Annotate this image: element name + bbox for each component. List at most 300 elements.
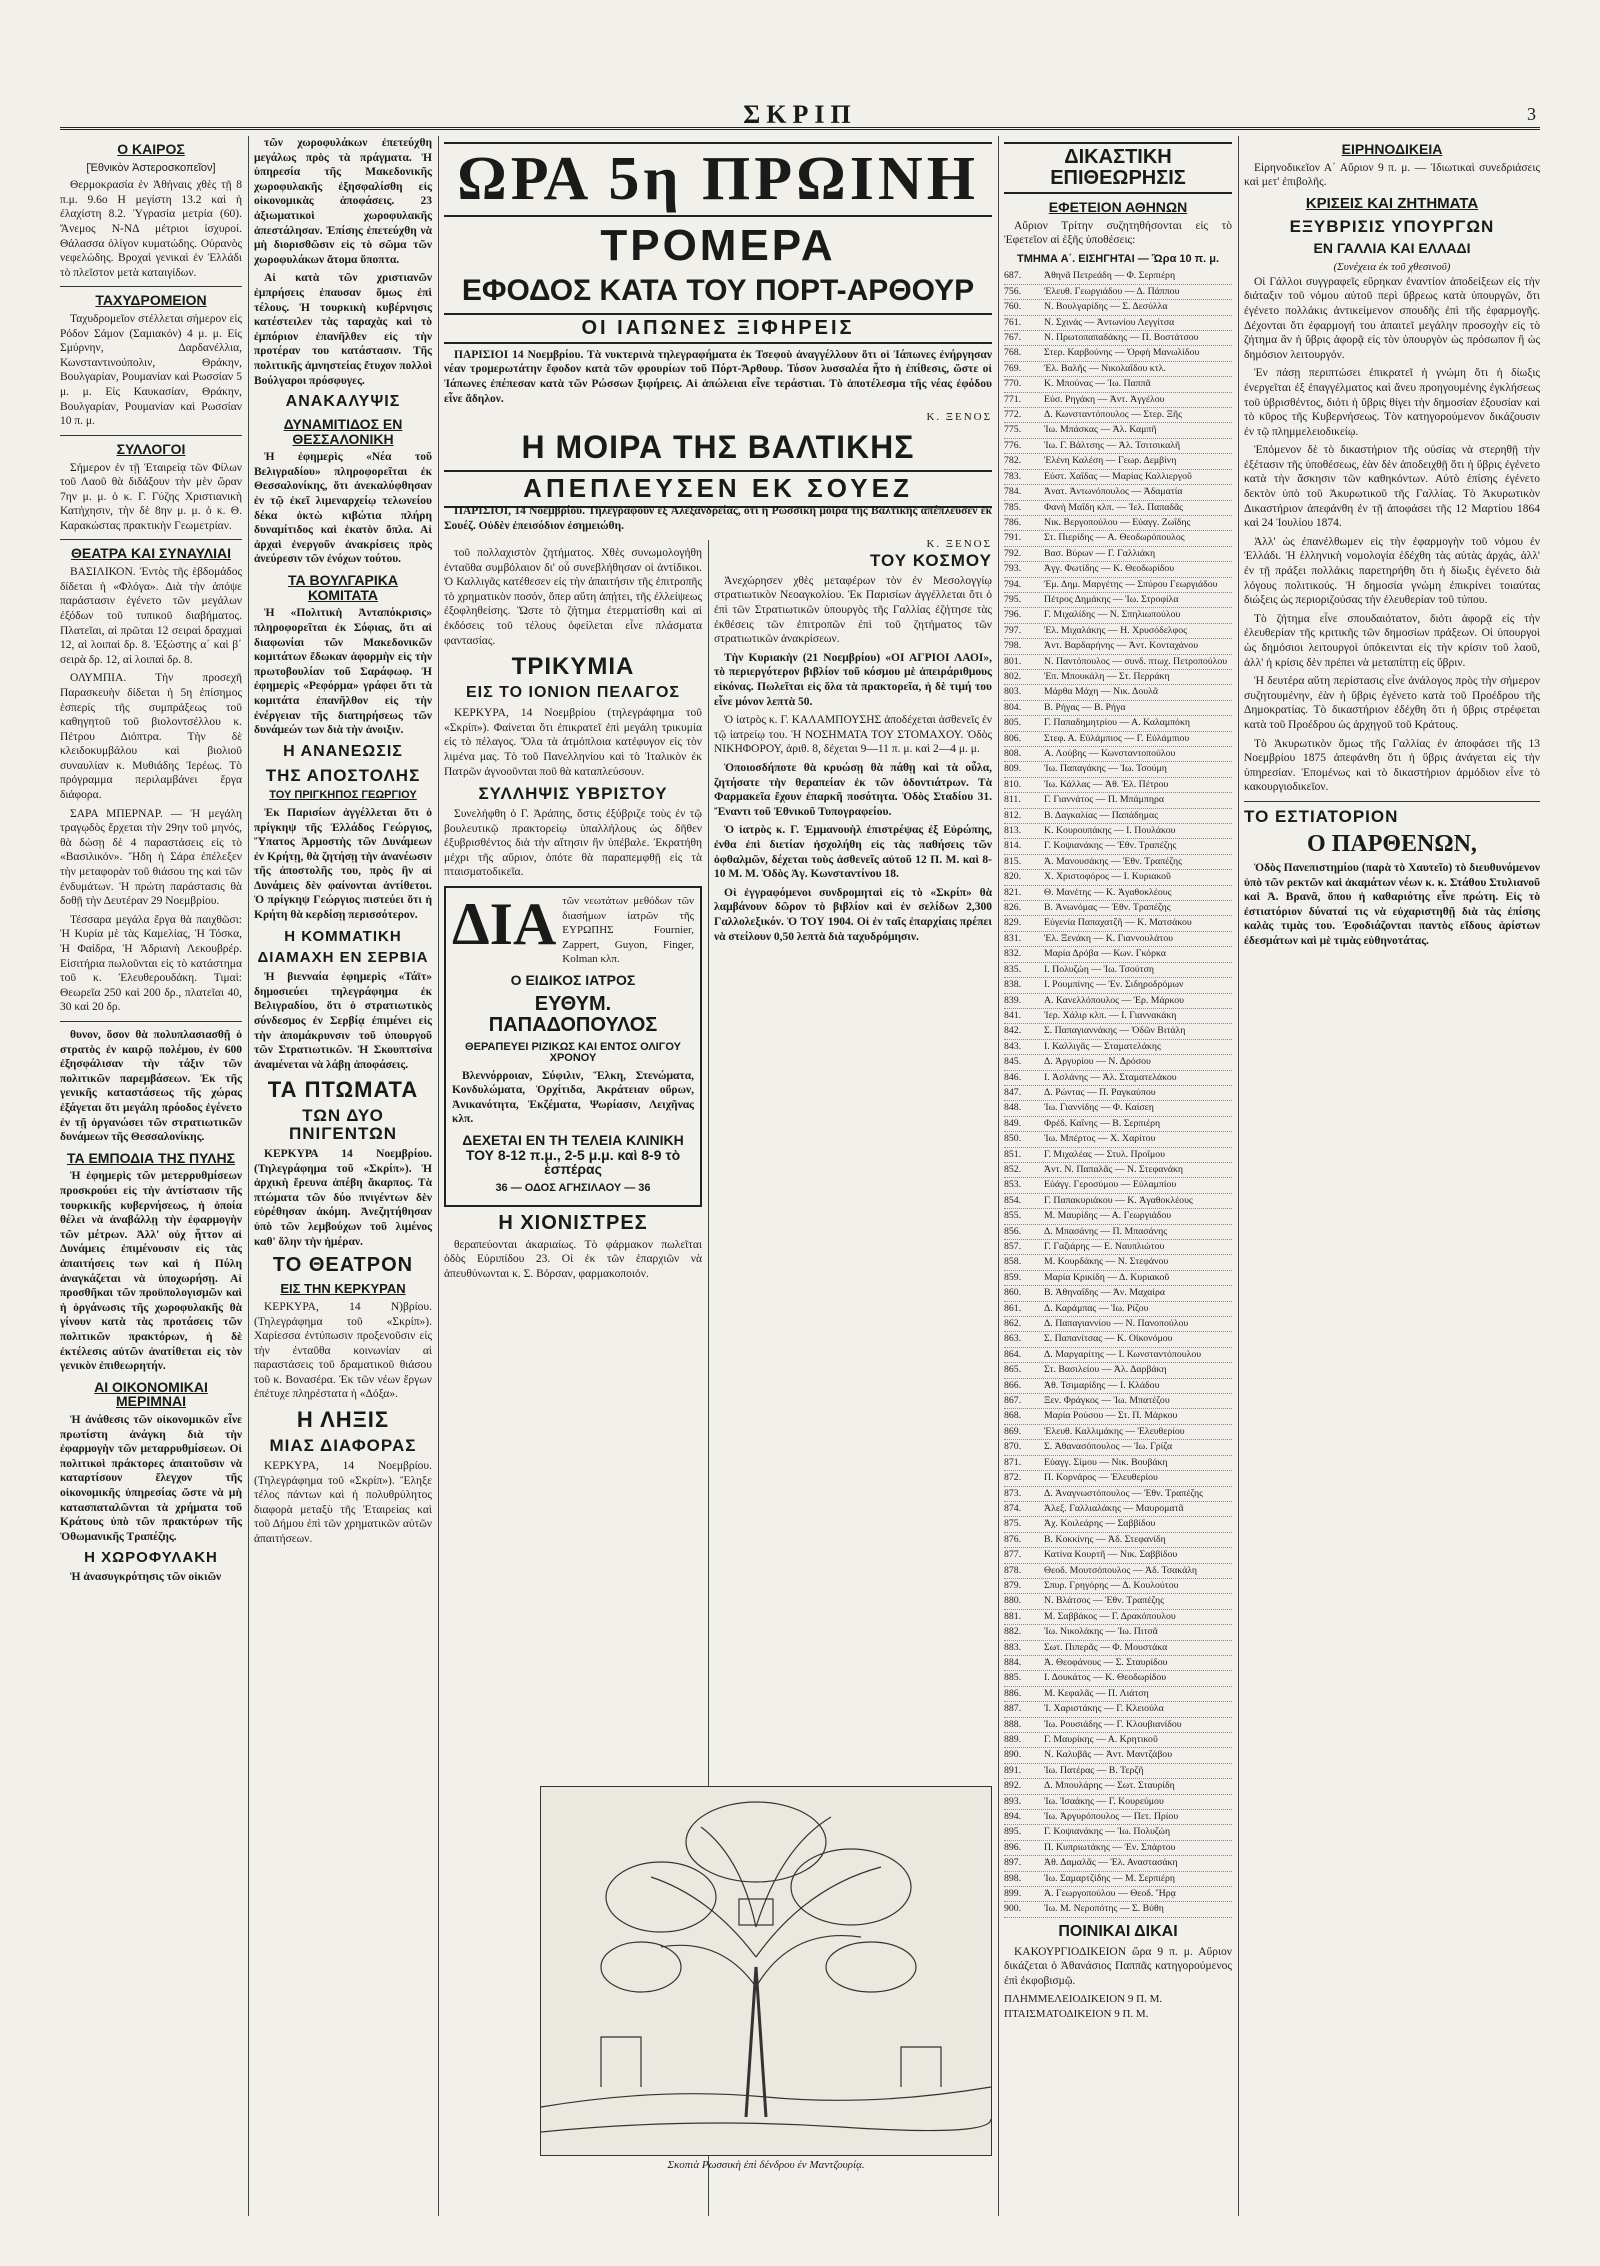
case-parties: Ἀθηνᾶ Πετρεάδη — Φ. Σερπιέρη xyxy=(1044,270,1176,282)
article-text: Ἀλλ' ὡς ἐπανέλθωμεν εἰς τὴν ἐφαρμογὴν τοῦ νόμου ἐν Ἑλλάδι. Ἡ ἑλληνικὴ νομολογία ἐδέχθη τὰς αὐτὰς ἀρχάς, ἀλλ' ἐν τῇ πράξει πολλάκις παρετηρήθη ὅτι ἡ δίωξις ἐγένετο διὰ λόγους πολιτικούς. Ἡ δημοσία γνώμη ἐπικρίνει τοιαύτας διώξεις ὡς περιοριζούσας τὴν ἐλευθερίαν τοῦ τύπου. xyxy=(1244,535,1540,607)
case-row xyxy=(1004,1748,1232,1763)
case-parties: Ἰω. Κάλλας — Ἀθ. Ἐλ. Πέτρου xyxy=(1044,778,1169,790)
case-parties: Δ. Καράμπας — Ἰω. Ρίζου xyxy=(1044,1302,1149,1314)
case-number: 851. xyxy=(1004,1148,1022,1160)
section-heading: ΤΑ ΠΤΩΜΑΤΑ xyxy=(267,1077,419,1103)
case-number: 894. xyxy=(1004,1811,1022,1823)
case-number: 882. xyxy=(1004,1626,1022,1638)
article-text: τῶν χωροφυλάκων ἐπετεύχθη μεγάλως πρὸς τὰ πράγματα. Ἡ ὑπηρεσία τῆς Μακεδονικῆς χωροφυλακῆς ἐξησφαλίσθη εἰς οἰκονομικὰς ἀποφάσεις. 23 ἀξιωματικοὶ χωροφυλακῆς ἀπεστάλησαν. Ἐπίσης ἐπετεύχθη νὰ μὴ διορισθῶσιν εἰς τὸ σῶμα τῶν χωροφυλάκων ἄτομα ὕποπτα. xyxy=(254,137,432,266)
case-number: 846. xyxy=(1004,1071,1022,1083)
case-row xyxy=(1004,809,1232,824)
case-number: 791. xyxy=(1004,532,1022,544)
case-parties: Σ. Παπανίτσας — Κ. Οἰκονόμου xyxy=(1044,1333,1173,1345)
case-row xyxy=(1004,901,1232,916)
section-subheading: [Ἐθνικὸν Ἀστεροσκοπεῖον] xyxy=(86,161,216,174)
article-text: Οἱ Γάλλοι συγγραφεῖς εὕρηκαν ἐναντίον ἀποδείξεων εἰς τὴν διάταξιν τοῦ νόμου αὐτοῦ περὶ ὕβρεως κατὰ ὑπουργῶν, ὅτι ἐγένετο πολλάκις ἀντικείμενον σπουδῆς ἐπὶ τῆς ἐφαρμογῆς. Δέχονται ὅτι ἐφαρμογή του ἀπαιτεῖ μεγάλην προσοχὴν εἰς τὸ ζήτημα ἂν ἡ ὕβρις ἀφορᾷ εἰς τὸν ὑπουργὸν ὡς πρόσωπον ἢ ὡς δημόσιον λειτουργόν. xyxy=(1244,275,1540,361)
case-parties: Ν. Βουλγαρίδης — Σ. Δεσύλλα xyxy=(1044,301,1168,313)
article-text: ΚΑΚΟΥΡΓΙΟΔΙΚΕΙΟΝ ὥρα 9 π. μ. Αὔριον δικάζεται ὁ Ἀθανάσιος Παππᾶς κατηγορούμενος ἐπὶ ἐκφοβισμῷ. xyxy=(1004,1945,1232,1987)
case-number: 786. xyxy=(1004,516,1022,528)
case-parties: Στ. Πιερίδης — Α. Θεοδωρόπουλος xyxy=(1044,532,1185,544)
case-row xyxy=(1004,778,1232,793)
moira-story xyxy=(444,504,992,551)
case-parties: Δ. Ρώντας — Π. Ραγκαύπου xyxy=(1044,1086,1156,1098)
dia-text: τῶν νεωτάτων μεθόδων τῶν διασήμων ἰατρῶν τῆς ΕΥΡΩΠΗΣ Fournier, Zappert, Guyon, Finger, Kolman κλπ. xyxy=(562,894,694,966)
illustration-block xyxy=(540,1780,992,2216)
case-number: 900. xyxy=(1004,1903,1022,1915)
case-parties: Ἰω. Γ. Βάλτσης — Ἀλ. Τσιτσικαλῆ xyxy=(1044,439,1181,451)
article-text: Ὁδὸς Πανεπιστημίου (παρὰ τὸ Χαυτεῖο) τὸ διευθυνόμενον ὑπὸ τῶν ρεκτῶν καὶ ἀκαμάτων νέων κ. κ. Στάθου Στυλιανοῦ καὶ Ἀ. Βρανᾶ, ὅπου ἡ καθαριότης εἶνε πρώτη. Εἰς τὸ ἐστιατόριον δύναταί τις νὰ εὐχαριστηθῇ διὰ τὰς ἐπίσης καλὰς τιμὰς του. Ἐφοδιάζονται παντὸς εἴδους ἀρίστων ἐδεσμάτων καὶ μὲ τιμὰς εὐθηνοτάτας. xyxy=(1244,861,1540,947)
tree-lookout-drawing xyxy=(541,1787,991,2155)
case-number: 884. xyxy=(1004,1656,1022,1668)
case-number: 880. xyxy=(1004,1595,1022,1607)
article-text: Ἡ ἐφημερὶς τῶν μετερρυθμίσεων προσκρούει εἰς τὴν ἀντίστασιν τῆς τουρκικῆς κυβερνήσεως, ἡ ὁποία θέλει νὰ ἀναβάλλῃ τὴν ἐφαρμογὴν τῶν μέτρων. Ἀλλ' οὐχ ἧττον αἱ Δυνάμεις ἐπιμένουσιν εἰς τὰς ἀπαιτήσεις των καὶ ἡ Πύλη ἀναγκάζεται νὰ ὑποχωρήσῃ. Αἱ προσθῆκαι τῶν προϋπολογισμῶν καὶ ἡ ὀργάνωσις τῆς χωροφυλακῆς θὰ γίνουν κατὰ τὰς προτάσεις τῶν πολιτικῶν πρακτόρων, ἡ δὲ ἐκτέλεσις αὐτῶν ἀνατίθεται εἰς τὸν γενικὸν ἐπιθεωρητήν. xyxy=(60,1170,242,1373)
case-number: 808. xyxy=(1004,748,1022,760)
article-text: ΠΑΡΙΣΙΟΙ 14 Νοεμβρίου. Τὰ νυκτερινὰ τηλεγραφήματα ἐκ Τσεφοὺ ἀναγγέλλουν ὅτι οἱ Ἰάπωνες ἐνήργησαν νέαν τρομερωτάτην ἔφοδον κατὰ τῶν φρουρίων τοῦ Πόρτ-Ἄρθουρ. Τόσον λυσσαλέα ἦτο ἡ ἐπίθεσις, ὥστε οἱ Ἰάπωνες ἐπέπεσαν κατὰ τῶν Ρώσσων ξιφήρεις. Αἱ ἀπώλειαι εἶνε τεράστιαι. Τὸ ἀποτέλεσμα τῆς νέας ἐφόδου εἶνε ἄδηλον. xyxy=(444,348,992,405)
case-row xyxy=(1004,377,1232,392)
case-row xyxy=(1004,839,1232,854)
case-parties: Ι. Καλλιγᾶς — Σταματελάκης xyxy=(1044,1040,1161,1052)
case-parties: Ἀχ. Κοιλεάρης — Σαββίδου xyxy=(1044,1518,1156,1530)
headline-hour: ΩΡΑ 5η ΠΡΩΙΝΗ xyxy=(444,142,992,217)
section-heading: ΤΟ ΘΕΑΤΡΟΝ xyxy=(272,1254,414,1277)
article-text: Ἐκ Παρισίων ἀγγέλλεται ὅτι ὁ πρίγκηψ τῆς Ἑλλάδος Γεώργιος, Ὕπατος Ἁρμοστὴς τῶν Δυνάμεων ἐν Κρήτῃ, θὰ ζητήσῃ τὴν ἀνανέωσιν τῆς ἀποστολῆς του, πρὸς ἣν αἱ Δυνάμεις δὲν φαίνονται ἀντίθετοι. Ὁ πρίγκηψ Γεώργιος πιστεύει ὅτι ἡ Κρήτη θὰ κερδίσῃ περισσότερον. xyxy=(254,806,432,922)
case-parties: Ἐμ. Δημ. Μαργέτης — Σπύρου Γεωργιάδου xyxy=(1044,578,1218,590)
case-number: 687. xyxy=(1004,270,1022,282)
case-number: 879. xyxy=(1004,1579,1022,1591)
section-heading: ΠΟΙΝΙΚΑΙ ΔΙΚΑΙ xyxy=(1058,1922,1178,1940)
article-text: Θερμοκρασία ἐν Ἀθήναις χθὲς τῇ 8 π.μ. 9.6ο Η μεγίστη 13.2 καὶ ἡ ἐλαχίστη 8.2. Ὑγρασία μετρία (60). Ἄνεμος Ν-ΝΔ μέτριοι ἰσχυροί. Θάλασσα ὀλίγον κυματώδης. Οὐρανὸς νεφελώδης. Βροχαὶ γενικαὶ ἐν Ἑλλάδι τὸ πλεῖστον μετὰ καταιγίδων. xyxy=(60,179,242,279)
case-row xyxy=(1004,439,1232,454)
case-parties: Γ. Μαυρίκης — Α. Κρητικοῦ xyxy=(1044,1734,1158,1746)
article-text: ΚΕΡΚΥΡΑ, 14 Ν)βρίου. (Τηλεγράφημα τοῦ «Σκρίπ»). Χαρίεσσα ἐντύπωσιν προξενοῦσιν εἰς τὴν ἐνταῦθα κοινωνίαν αἱ παραστάσεις τοῦ δραματικοῦ θιάσου τοῦ κ. Βονασέρα. Ἐκ τῶν νέων ἔργων ἐπέτυχε πληρέστατα ἡ «Δόξα». xyxy=(254,1300,432,1401)
case-parties: Δ. Μαργαρίτης — Ι. Κωνσταντόπουλου xyxy=(1044,1348,1202,1360)
case-row xyxy=(1004,762,1232,777)
doctor-hours: ΔΕΧΕΤΑΙ ΕΝ ΤΗ ΤΕΛΕΙΑ ΚΛΙΝΙΚΗ ΤΟΥ 8-12 π.μ., 2-5 μ.μ. καὶ 8-9 τὸ ἑσπέρας xyxy=(462,1132,684,1178)
case-row xyxy=(1004,516,1232,531)
case-number: 798. xyxy=(1004,640,1022,652)
case-row xyxy=(1004,747,1232,762)
case-row xyxy=(1004,1533,1232,1548)
case-parties: Μαρία Δρόβα — Κων. Γκόρκα xyxy=(1044,948,1166,960)
article-text: Συνελήφθη ὁ Γ. Ἀράπης, ὅστις ἐξύβριζε τοὺς ἐν τῷ βουλευτικῷ πρακτορείῳ ὑπαλλήλους ὡς δῆθεν ἐξυβρισθέντος διὰ τὴν αἴτησιν ἣν ὑπέβαλε. Ἐκρατήθη μέχρι τῆς αὔριον, ὁπότε θὰ παραπεμφθῇ εἰς τὰ πταισματοδικεῖα. xyxy=(444,807,702,879)
case-row xyxy=(1004,1317,1232,1332)
case-number: 809. xyxy=(1004,763,1022,775)
case-parties: Μάρθα Μάχη — Νικ. Δουλᾶ xyxy=(1044,686,1158,698)
case-number: 784. xyxy=(1004,486,1022,498)
case-number: 865. xyxy=(1004,1364,1022,1376)
case-parties: Δ. Κωνσταντόπουλος — Στερ. Ξῆς xyxy=(1044,409,1182,421)
case-row xyxy=(1004,886,1232,901)
case-row xyxy=(1004,1363,1232,1378)
case-number: 873. xyxy=(1004,1487,1022,1499)
case-number: 892. xyxy=(1004,1780,1022,1792)
case-number: 852. xyxy=(1004,1163,1022,1175)
section-heading: ΤΟΥ ΚΟΣΜΟΥ xyxy=(869,551,992,570)
case-number: 849. xyxy=(1004,1117,1022,1129)
case-row xyxy=(1004,1625,1232,1640)
case-parties: Μ. Μαυρίδης — Α. Γεωργιάδου xyxy=(1044,1210,1172,1222)
newspaper-name: ΣΚΡΙΠ xyxy=(743,100,857,129)
case-row xyxy=(1004,994,1232,1009)
case-row xyxy=(1004,639,1232,654)
column-rule xyxy=(248,136,249,2216)
case-number: 896. xyxy=(1004,1841,1022,1853)
case-parties: Γ. Μιχαλέας — Στυλ. Προΐμου xyxy=(1044,1148,1166,1160)
case-row xyxy=(1004,670,1232,685)
article-text: Ὁ ἰατρὸς κ. Γ. Ἐμμανουὴλ ἐπιστρέψας ἐξ Εὐρώπης, ἐνθα ἐπὶ διετίαν ἠσχολήθη εἰς τὰς παθήσεις τῶν ὀφθαλμῶν, δέχεται τοὺς ἀσθενεῖς αὐτοῦ 12 Π. Μ. καὶ 8-10 Μ. Μ. Ὁδὸς Ἁγ. Κωνσταντίνου 18. xyxy=(714,824,992,881)
case-row xyxy=(1004,1456,1232,1471)
case-parties: Πέτρος Δημάκης — Ἰω. Στροφίλα xyxy=(1044,593,1179,605)
case-row xyxy=(1004,1348,1232,1363)
headline-tromera: ΤΡΟΜΕΡΑ xyxy=(600,221,836,271)
case-parties: Ἰω. Ρουσιάδης — Γ. Κλουβιανίδου xyxy=(1044,1718,1182,1730)
section-heading: ΕΙΡΗΝΟΔΙΚΕΙΑ xyxy=(1341,141,1443,157)
section-subheading: ΤΩΝ ΔΥΟ ΠΝΙΓΕΝΤΩΝ xyxy=(288,1106,398,1144)
case-row xyxy=(1004,1687,1232,1702)
case-parties: Ἀντ. Ν. Παπαλᾶς — Ν. Στεφανάκη xyxy=(1044,1163,1184,1175)
case-row xyxy=(1004,963,1232,978)
case-parties: Ξεν. Φράγκος — Ἰω. Μπατέζου xyxy=(1044,1395,1170,1407)
case-row xyxy=(1004,346,1232,361)
signature: Κ. ΞΕΝΟΣ xyxy=(926,411,992,424)
case-number: 887. xyxy=(1004,1703,1022,1715)
divider xyxy=(1244,801,1540,802)
case-number: 856. xyxy=(1004,1225,1022,1237)
section-heading: ΣΥΛΛΗΨΙΣ ΥΒΡΙΣΤΟΥ xyxy=(478,784,668,804)
case-parties: Α. Λούβης — Κωνσταντοπούλου xyxy=(1044,748,1176,760)
case-parties: Ἀγγ. Φωτίδης — Κ. Θεοδωρίδου xyxy=(1044,563,1175,575)
case-number: 890. xyxy=(1004,1749,1022,1761)
case-number: 876. xyxy=(1004,1533,1022,1545)
case-number: 775. xyxy=(1004,424,1022,436)
article-text: Ὁ ἰατρὸς κ. Γ. ΚΑΛΑΜΠΟΥΣΗΣ ἀποδέχεται ἀσθενεῖς ἐν τῷ ἰατρείῳ του. Ἡ ΝΟΣΗΜΑΤΑ ΤΟΥ ΣΤΟΜΑΧΟΥ. Ὁδὸς ΝΙΚΗΦΟΡΟΥ, ἀριθ. 8, δέχεται 9—11 π. μ. καὶ 2—4 μ. μ. xyxy=(714,714,992,756)
case-row xyxy=(1004,932,1232,947)
case-parties: Θεοδ. Μουτσόπουλος — Ἀδ. Τσακάλη xyxy=(1044,1564,1198,1576)
case-row xyxy=(1004,1194,1232,1209)
case-parties: Ἑλένη Καλέση — Γεωρ. Δεμβίνη xyxy=(1044,455,1177,467)
divider xyxy=(60,539,242,540)
column-3b xyxy=(714,546,992,1776)
case-row xyxy=(1004,408,1232,423)
case-number: 835. xyxy=(1004,963,1022,975)
case-number: 848. xyxy=(1004,1102,1022,1114)
doctor-text: Βλεννόρροιαν, Σύφιλιν, Ἕλκη, Στενώματα, Κονδυλώματα, Ὀρχίτιδα, Ἀκράτειαν οὔρων, Ἀνικανότητα, Ἐκζέματα, Ψωρίασιν, Λειχῆνας κλπ. xyxy=(452,1069,694,1126)
case-number: 768. xyxy=(1004,347,1022,359)
case-number: 772. xyxy=(1004,409,1022,421)
case-row xyxy=(1004,1086,1232,1101)
case-row xyxy=(1004,285,1232,300)
court-label: ΠΤΑΙΣΜΑΤΟΔΙΚΕΙΟΝ 9 Π. Μ. xyxy=(1004,2008,1149,2021)
case-row xyxy=(1004,454,1232,469)
case-parties: Π. Κορνάρος — Ἐλευθερίου xyxy=(1044,1472,1158,1484)
case-row xyxy=(1004,1810,1232,1825)
case-number: 854. xyxy=(1004,1194,1022,1206)
case-parties: Στερ. Καρβούνης — Ὀρφὴ Μανωλίδου xyxy=(1044,347,1200,359)
case-parties: Δ. Μπασάνης — Π. Μπασάνης xyxy=(1044,1225,1168,1237)
article-text: Ἡ ἐφημερὶς «Νέα τοῦ Βελιγραδίου» πληροφορεῖται ἐκ Θεσσαλονίκης, ὅτι ἀνεκαλύφθησαν ἐν τῷ ἐκεῖ λιμεναρχείῳ τελωνείου δέκα ὀκτὼ κιβώτια πλήρη δυναμίτιδος καὶ ἑκατὸν ὅπλα. Αἱ ἀρχαὶ ἐνεργοῦν ἀνακρίσεις πρὸς ἀνεύρεσιν τῶν ἐνόχων τούτου. xyxy=(254,451,432,566)
case-parties: Ἐλ. Βαλῆς — Νικολαΐδου κτλ. xyxy=(1044,362,1166,374)
section-heading: ΤΑ ΒΟΥΛΓΑΡΙΚΑ ΚΟΜΙΤΑΤΑ xyxy=(288,572,398,603)
case-parties: Ἀντ. Βαρδαρήνης — Ἀντ. Κονταχάνου xyxy=(1044,640,1199,652)
article-text: Τὸ Ἀκυρωτικὸν ὅμως τῆς Γαλλίας ἐν ἀποφάσει τῆς 13 Νοεμβρίου 1875 ἀπεφάνθη ὅτι ἡ ὕβρις ἀνάγεται εἰς τὴν ὑπηρεσίαν. Ἑπομένως καὶ τὸ δικαστήριον ἀρμόδιον εἶνε τὸ κακουργιοδικεῖον. xyxy=(1244,737,1540,794)
case-number: 878. xyxy=(1004,1564,1022,1576)
case-number: 866. xyxy=(1004,1379,1022,1391)
case-parties: Σ. Παπαγιαννάκης — Ὁδῶν Βιτάλη xyxy=(1044,1025,1186,1037)
case-row xyxy=(1004,393,1232,408)
case-number: 821. xyxy=(1004,886,1022,898)
case-parties: Φρέδ. Καΐνης — Β. Σερπιέρη xyxy=(1044,1117,1161,1129)
case-row xyxy=(1004,1825,1232,1840)
article-text: ΚΕΡΚΥΡΑ 14 Νοεμβρίου. (Τηλεγράφημα τοῦ «Σκρίπ»). Ἡ ἀρχικὴ ἔρευνα ἀπέβη ἄκαρπος. Τὰ πτώματα τῶν δύο πνιγέντων δὲν εὑρέθησαν ἀκόμη. Ἀνεζητήθησαν ὑπὸ τῶν λεμβούχων τοῦ λιμένος καθ' ὅλην τὴν ἡμέραν. xyxy=(254,1148,432,1248)
case-row xyxy=(1004,1332,1232,1347)
case-parties: Ἰω. Μ. Νεροπότης — Σ. Βύθη xyxy=(1044,1903,1164,1915)
divider xyxy=(60,435,242,436)
section-subheading: ΤΗΣ ΑΠΟΣΤΟΛΗΣ xyxy=(265,765,421,785)
article-text: Σήμερον ἐν τῇ Ἑταιρείᾳ τῶν Φίλων τοῦ Λαοῦ θὰ διδάξουν τὴν μὲν ὥραν 7ην μ. μ. ὁ κ. Γ. Γύζης Χριστιανικὴ Κατήχησιν, τὴν δὲ 8ην μ. μ. ὁ κ. Θ. Καρακώστας πρακτικὴν Γεωμετρίαν. xyxy=(60,461,242,532)
case-parties: Στεφ. Α. Εὐλάμπιος — Γ. Εὐλάμπιου xyxy=(1044,732,1190,744)
case-row xyxy=(1004,1163,1232,1178)
case-row xyxy=(1004,1502,1232,1517)
case-number: 870. xyxy=(1004,1441,1022,1453)
case-parties: Β. Ἀθηναΐδης — Ἀν. Μαχαίρα xyxy=(1044,1287,1166,1299)
case-number: 769. xyxy=(1004,362,1022,374)
case-number: 858. xyxy=(1004,1256,1022,1268)
divider xyxy=(60,1021,242,1022)
article-text: ΣΑΡΑ ΜΠΕΡΝΑΡ. — Ἡ μεγάλη τραγῳδὸς ἔρχεται τὴν 29ην τοῦ μηνός, θὰ δώσῃ δὲ 4 παραστάσεις εἰς τὸ «Βασιλικόν». Ἤδη ἡ Σάρα ἐπέλεξεν τὴν μεταφορὰν τοῦ θιάσου της καὶ τῶν ἐνδυμάτων. Ἡ πρώτη παράστασις θὰ δοθῇ τὴν Δευτέραν 29 Νοεμβρίου. xyxy=(60,807,242,908)
case-parties: Μαρία Ρούσου — Στ. Π. Μάρκου xyxy=(1044,1410,1178,1422)
case-parties: Ἰ. Χαριστάκης — Γ. Κλειούλα xyxy=(1044,1703,1164,1715)
case-parties: Γ. Παπαδημητρίου — Α. Καλαμπόκη xyxy=(1044,717,1191,729)
section-heading: Η ΛΗΞΙΣ xyxy=(296,1407,390,1433)
case-row xyxy=(1004,685,1232,700)
case-number: 805. xyxy=(1004,717,1022,729)
case-number: 881. xyxy=(1004,1610,1022,1622)
case-parties: Ἰω. Σαμαρτζίδης — Μ. Σερπιέρη xyxy=(1044,1872,1176,1884)
article-text: ΒΑΣΙΛΙΚΟΝ. Ἐντὸς τῆς ἑβδομάδος δίδεται ἡ «Φλόγα». Διὰ τὴν ἀπόψε παράστασιν ἐγένετο τῶν μεγάλων ἐξόδων τοῦ τυπικοῦ διαβήματος. Πλατεῖαι, αἱ πρῶται 12 σειραὶ δραχμαὶ 12, αἱ λοιπαὶ δρ. 8. Ἐξώστης α΄ καὶ β΄ σειρὰ δρ. 12, αἱ λοιπαὶ δρ. 8. xyxy=(60,566,242,666)
case-parties: Ν. Σχινάς — Ἀντωνίου Λεγγίτσα xyxy=(1044,316,1175,328)
case-parties: Γ. Γαζιάρης — Ε. Ναυπλιώτου xyxy=(1044,1241,1165,1253)
case-parties: Ἰερ. Χάλιρ κλπ. — Ι. Γιαννακάκη xyxy=(1044,1009,1177,1021)
case-row xyxy=(1004,1579,1232,1594)
section-subheading: ΕΞΥΒΡΙΣΙΣ ΥΠΟΥΡΓΩΝ xyxy=(1289,216,1495,236)
case-row xyxy=(1004,1795,1232,1810)
case-number: 793. xyxy=(1004,563,1022,575)
case-number: 761. xyxy=(1004,316,1022,328)
case-row xyxy=(1004,531,1232,546)
case-row xyxy=(1004,423,1232,438)
case-number: 888. xyxy=(1004,1718,1022,1730)
dia-block xyxy=(452,890,694,967)
article-text: Ἑπόμενον δὲ τὸ δικαστήριον τῆς οὐσίας νὰ στερηθῇ τὴν ἐξέτασιν τῆς ὑποθέσεως, ἐὰν δὲν ἀποδειχθῇ ὅτι ἡ ὕβρις ἐγένετο κατὰ τὴν ἄσκησιν τῶν καθηκόντων. Αὐτὸ ἐπίσης ἐγένετο δεκτὸν ὑπὸ τοῦ Ἀκυρωτικοῦ τῆς Γαλλίας. Τὸ Ἀκυρωτικὸν Δικαστήριον ἀπεφάνθη ἐν τῇ ἀποφάσει τῆς 12 Μαρτίου 1864 καὶ 24 Ἰουλίου 1874. xyxy=(1244,444,1540,530)
case-parties: Μ. Σαββάκος — Γ. Δρακόπουλου xyxy=(1044,1610,1176,1622)
case-number: 782. xyxy=(1004,455,1022,467)
front-story xyxy=(444,136,992,536)
case-row xyxy=(1004,1286,1232,1301)
case-row xyxy=(1004,1148,1232,1163)
case-row xyxy=(1004,562,1232,577)
case-number: 831. xyxy=(1004,932,1022,944)
case-row xyxy=(1004,1009,1232,1024)
article-text: ΠΑΡΙΣΙΟΙ, 14 Νοεμβρίου. Τηλεγραφοῦν ἐξ Ἀλεξανδρείας, ὅτι ἡ Ρωσσικὴ μοῖρα τῆς Βαλτικῆς ἀπέπλευσεν ἐκ Σουέζ. Οὐδὲν ἐπεισόδιον ἐσημειώθη. xyxy=(444,505,992,532)
case-row xyxy=(1004,1902,1232,1917)
section-heading: ΘΕΑΤΡΑ ΚΑΙ ΣΥΝΑΥΛΙΑΙ xyxy=(70,545,231,562)
case-row xyxy=(1004,1656,1232,1671)
case-row xyxy=(1004,485,1232,500)
case-number: 862. xyxy=(1004,1318,1022,1330)
case-row xyxy=(1004,547,1232,562)
case-parties: Θ. Μανέτης — Κ. Ἀγαθοκλέους xyxy=(1044,886,1172,898)
case-parties: Ἀνατ. Ἀντωνόπουλος — Ἀδαματία xyxy=(1044,486,1183,498)
case-number: 889. xyxy=(1004,1734,1022,1746)
case-row xyxy=(1004,1841,1232,1856)
case-number: 841. xyxy=(1004,1009,1022,1021)
case-row xyxy=(1004,701,1232,716)
case-number: 756. xyxy=(1004,285,1022,297)
case-number: 857. xyxy=(1004,1241,1022,1253)
case-row xyxy=(1004,947,1232,962)
case-parties: Γ. Γιαννάτος — Π. Μπάμπηρα xyxy=(1044,794,1164,806)
case-number: 771. xyxy=(1004,393,1022,405)
case-parties: Νικ. Βεργοπούλου — Εὐαγγ. Ζωΐδης xyxy=(1044,516,1191,528)
article-text: θυνον, ὅσον θὰ πολυπλασιασθῇ ὁ στρατὸς ἐν καιρῷ πολέμου, ἐν 600 ἐξησφάλισαν τὴν τάξιν τῶν πολιτικῶν παρεμβάσεων. Ἐκ τῆς γενικῆς καταστάσεως τῆς χώρας ἐξάγεται ὅτι μεγάλη πρόοδος ἐγένετο ἐν τῇ ὀργανώσει τῶν στρατιωτικῶν δυνάμεων τῆς Θεσσαλονίκης. xyxy=(60,1028,242,1144)
case-parties: Γ. Παπακυριάκου — Κ. Ἀγαθοκλέους xyxy=(1044,1194,1193,1206)
article-text: ΟΛΥΜΠΙΑ. Τὴν προσεχῆ Παρασκευὴν δίδεται ἡ 5η ἐπίσημος ἑσπερίς τῆς συμπράξεως τοῦ καθηγητοῦ τοῦ βιολοντσέλλου κ. Πέτρου Διόπτρα. Τὴν δὲ κλειδοκυμβάλου καὶ βιολιοῦ συναυλίαν κ. Μυθιάδης Ἰερέως. Τὸ πρόγραμμα περιλαμβάνει ἔργα διάφορα. xyxy=(60,672,242,802)
case-list xyxy=(1004,269,1232,1917)
case-parties: Βασ. Βύρων — Γ. Γαλλιάκη xyxy=(1044,547,1156,559)
case-row xyxy=(1004,1040,1232,1055)
dia-letters: ΔΙΑ xyxy=(452,890,557,957)
continuation-note: (Συνέχεια ἐκ τοῦ χθεσινοῦ) xyxy=(1333,261,1451,274)
case-row xyxy=(1004,1517,1232,1532)
case-row xyxy=(1004,1594,1232,1609)
section-subheading: ΔΙΑΜΑΧΗ ΕΝ ΣΕΡΒΙΑ xyxy=(257,949,429,967)
column-1 xyxy=(60,136,242,2216)
case-row xyxy=(1004,331,1232,346)
section-heading: ΣΥΛΛΟΓΟΙ xyxy=(116,440,186,457)
case-row xyxy=(1004,870,1232,885)
article-text: Ἡ ἀνασυγκρότησις τῶν οἰκιῶν xyxy=(70,1571,222,1584)
restaurant-name: Ο ΠΑΡΘΕΝΩΝ, xyxy=(1307,830,1477,857)
case-row xyxy=(1004,824,1232,839)
article-text: θεραπεύονται ἀκαριαίως. Τὸ φάρμακον πωλεῖται ὁδὸς Εὐριπίδου 23. Οἱ ἐκ τῶν ἐπαρχιῶν νὰ ἀπευθύνωνται κ. Σ. Βόρσαν, φαρμακοποιόν. xyxy=(444,1238,702,1280)
case-parties: Εὐαγγ. Σίμου — Νικ. Βουβάκη xyxy=(1044,1456,1168,1468)
case-number: 861. xyxy=(1004,1302,1022,1314)
section-subheading: ΔΥΝΑΜΙΤΙΔΟΣ ΕΝ ΘΕΣΣΑΛΟΝΙΚΗ xyxy=(283,415,403,447)
case-parties: Β. Κοκκίνης — Ἀδ. Στεφανίδη xyxy=(1044,1533,1166,1545)
case-row xyxy=(1004,1209,1232,1224)
section-heading: Η ΑΝΑΝΕΩΣΙΣ xyxy=(283,742,403,760)
case-number: 891. xyxy=(1004,1764,1022,1776)
case-row xyxy=(1004,1240,1232,1255)
case-parties: Ἀ. Γεωργοπούλου — Θεοδ. Ἥρᾳ xyxy=(1044,1888,1176,1900)
case-parties: Ἐλευθ. Γεωργιάδου — Δ. Πάππου xyxy=(1044,285,1180,297)
case-row xyxy=(1004,501,1232,516)
divider xyxy=(60,286,242,287)
case-parties: Ἀ. Μανουσάκης — Ἐθν. Τραπέζης xyxy=(1044,855,1182,867)
case-parties: Β. Ἀνωνόμας — Ἐθν. Τραπέζης xyxy=(1044,902,1171,914)
section-subheading: ΕΦΕΤΕΙΟΝ ΑΘΗΝΩΝ xyxy=(1048,199,1188,215)
headline-iapones: ΟΙ ΙΑΠΩΝΕΣ ΞΙΦΗΡΕΙΣ xyxy=(444,313,992,344)
case-parties: Ι. Ἀσλάνης — Ἀλ. Σταματελάκου xyxy=(1044,1071,1177,1083)
case-number: 832. xyxy=(1004,948,1022,960)
case-row xyxy=(1004,1872,1232,1887)
doctor-label: Ο ΕΙΔΙΚΟΣ ΙΑΤΡΟΣ xyxy=(510,971,636,988)
section-heading: Η ΚΟΜΜΑΤΙΚΗ xyxy=(284,927,402,945)
case-number: 872. xyxy=(1004,1472,1022,1484)
case-parties: Ἀ. Θεοφάνους — Σ. Σταυρίδου xyxy=(1044,1656,1168,1668)
case-parties: Στ. Βασιλείου — Ἀλ. Δαρβάκη xyxy=(1044,1364,1167,1376)
case-number: 838. xyxy=(1004,979,1022,991)
case-row xyxy=(1004,1733,1232,1748)
article-text: Τὴν Κυριακὴν (21 Νοεμβρίου) «ΟΙ ΑΓΡΙΟΙ ΛΑΟΙ», τὸ περιεργότερον βιβλίον τοῦ κόσμου μὲ ἀπειράριθμους εἰκόνας. Πωλεῖται εἰς ὅλα τὰ πρακτορεῖα, ἡ δὲ τιμή του εἶνε μόνον λεπτὰ 50. xyxy=(714,651,992,708)
section-heading: ΑΙ ΟΙΚΟΝΟΜΙΚΑΙ ΜΕΡΙΜΝΑΙ xyxy=(94,1378,208,1410)
case-row xyxy=(1004,793,1232,808)
case-parties: Ἰω. Πατέρας — Β. Τερζῆ xyxy=(1044,1764,1144,1776)
case-number: 770. xyxy=(1004,378,1022,390)
case-number: 847. xyxy=(1004,1086,1022,1098)
case-row xyxy=(1004,578,1232,593)
case-number: 804. xyxy=(1004,701,1022,713)
case-parties: Σπυρ. Γρηγόρης — Δ. Κουλούτου xyxy=(1044,1579,1179,1591)
case-row xyxy=(1004,1225,1232,1240)
case-number: 843. xyxy=(1004,1040,1022,1052)
case-parties: Δ. Παπαγιαννίου — Ν. Πανοπούλου xyxy=(1044,1318,1189,1330)
case-parties: Μαρία Κρικίδη — Δ. Κυριακοῦ xyxy=(1044,1271,1170,1283)
case-parties: Ἰω. Παπαγάκης — Ἰω. Τσούμη xyxy=(1044,763,1167,775)
case-parties: Ι. Δουκάτος — Κ. Θεοδωρίδου xyxy=(1044,1672,1167,1684)
case-row xyxy=(1004,1641,1232,1656)
case-number: 826. xyxy=(1004,902,1022,914)
case-number: 806. xyxy=(1004,732,1022,744)
case-row xyxy=(1004,1487,1232,1502)
headline-apepleusen: ΑΠΕΠΛΕΥΣΕΝ ΕΚ ΣΟΥΕΖ xyxy=(444,470,992,507)
case-parties: Ν. Καλυβᾶς — Ἀντ. Μαντζάβου xyxy=(1044,1749,1173,1761)
case-parties: Ἐλ. Μιχαλάκης — Η. Χρυσόδελφος xyxy=(1044,624,1187,636)
case-number: 795. xyxy=(1004,593,1022,605)
case-number: 829. xyxy=(1004,917,1022,929)
case-parties: Ἀλεξ. Γαλλιαλάκης — Μαυροματᾶ xyxy=(1044,1502,1184,1514)
case-number: 893. xyxy=(1004,1795,1022,1807)
masthead xyxy=(60,100,1540,130)
case-number: 820. xyxy=(1004,871,1022,883)
case-parties: Γ. Κοψιανάκης — Ἐθν. Τραπέζης xyxy=(1044,840,1177,852)
section-heading: ΚΡΙΣΕΙΣ ΚΑΙ ΖΗΤΗΜΑΤΑ xyxy=(1305,194,1479,212)
case-row xyxy=(1004,1702,1232,1717)
article-text: Ἡ δευτέρα αὕτη περίστασις εἶνε ἀνάλογος πρὸς τὴν σήμερον συζητουμένην, ἐὰν ἡ ὕβρις ἐγένετο κατὰ τοῦ Προέδρου τῆς Δημοκρατίας. Τὸ δικαστήριον ἐδέχθη ὅτι ἡ ὕβρις στρέφεται κατὰ τοῦ Προέδρου ὡς ἀρχηγοῦ τοῦ Κράτους. xyxy=(1244,675,1540,731)
article-text: Ἀνεχώρησεν χθὲς μεταφέρων τὸν ἐν Μεσολογγίῳ στρατιωτικὸν Νεοαγκολίου. Ἐκ Παρισίων ἀγγέλλεται ὅτι ὁ ἐπὶ τῶν Στρατιωτικῶν ὑπουργὸς τῆς Γαλλίας ἐζήτησε τὰς ἐκθέσεις τῶν ἐπιτροπῶν ἐπὶ τοῦ ζητήματος τῶν στρατιωτικῶν ἀνακρίσεων. xyxy=(714,574,992,646)
case-row xyxy=(1004,1779,1232,1794)
case-row xyxy=(1004,1471,1232,1486)
case-row xyxy=(1004,1887,1232,1902)
case-number: 871. xyxy=(1004,1456,1022,1468)
case-row xyxy=(1004,300,1232,315)
case-parties: Μ. Κεφαλᾶς — Π. Λιάτση xyxy=(1044,1687,1149,1699)
case-parties: Εὐγενία Παπαχατζῆ — Κ. Ματσάκου xyxy=(1044,917,1192,929)
case-parties: Εὐάγγ. Γεροσύμου — Εὐλαμπίου xyxy=(1044,1179,1177,1191)
case-row xyxy=(1004,470,1232,485)
case-row xyxy=(1004,978,1232,993)
article-text: Οἱ ἐγγραφόμενοι συνδρομηταὶ εἰς τὸ «Σκρίπ» θὰ λαμβάνουν δῶρον τὸ βιβλίον καὶ ἐν σελίδων 2,300 Γαλλολεξικόν. Ὁ ΤΟΥ 1904. Οἱ ἐν ταῖς ἐπαρχίαις πρέπει νὰ στείλουν 0,50 λεπτὰ διὰ ταχυδρόμησιν. xyxy=(714,886,992,943)
case-row xyxy=(1004,855,1232,870)
case-number: 803. xyxy=(1004,686,1022,698)
case-number: 792. xyxy=(1004,547,1022,559)
headline-efodos: ΕΦΟΔΟΣ ΚΑΤΑ ΤΟΥ ΠΟΡΤ-ΑΡΘΟΥΡ xyxy=(461,274,975,308)
case-parties: Ἐλευθ. Καλλιμάκης — Ἐλευθερίου xyxy=(1044,1425,1185,1437)
case-row xyxy=(1004,608,1232,623)
case-number: 815. xyxy=(1004,855,1022,867)
case-row xyxy=(1004,716,1232,731)
case-row xyxy=(1004,1271,1232,1286)
